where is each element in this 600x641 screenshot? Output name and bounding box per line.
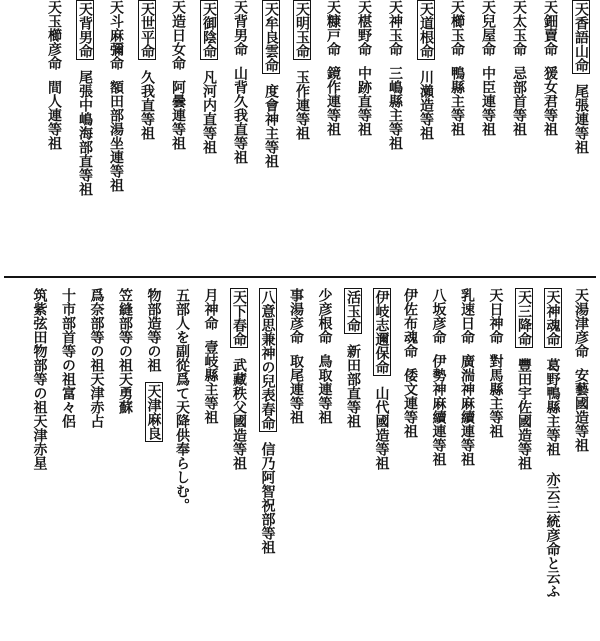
lineage-text: 額田部湯坐連等祖 xyxy=(108,80,124,192)
lineage-text: 猨女君等祖 xyxy=(542,66,558,136)
text-column xyxy=(283,288,309,424)
lineage-text: 鳥取連等祖 xyxy=(316,354,333,424)
lineage-text: 尾張連等祖 xyxy=(573,84,589,154)
deity-name: 爲奈部等の祖天津赤占 xyxy=(88,288,105,428)
lineage-text: 對馬縣主等祖 xyxy=(487,354,504,438)
lineage-text: 天津麻良 xyxy=(145,384,162,440)
lineage-text: 壹岐縣主等祖 xyxy=(202,340,219,424)
section-divider xyxy=(4,276,596,278)
text-column xyxy=(165,0,191,150)
lineage-text: 三嶋縣主等祖 xyxy=(387,66,403,150)
text-column xyxy=(483,288,509,438)
lineage-text: 山代國造等祖 xyxy=(373,386,390,470)
deity-name: 天下春命 xyxy=(231,290,247,346)
text-column xyxy=(196,0,222,154)
deity-name: 天背男命 xyxy=(232,0,248,56)
deity-name: 少彦根命 xyxy=(316,288,333,344)
text-column xyxy=(382,0,408,150)
deity-name: 天世平命 xyxy=(139,2,155,58)
text-column xyxy=(397,288,423,438)
bottom-section xyxy=(0,288,600,641)
text-column xyxy=(227,0,253,164)
text-column xyxy=(444,0,470,136)
lineage-text: 伊勢神麻續連等祖 xyxy=(430,354,447,466)
deity-name: 活玉命 xyxy=(345,290,361,332)
deity-name: 天神魂命 xyxy=(544,290,561,346)
lineage-text: 凡河内直等祖 xyxy=(201,70,217,154)
text-column xyxy=(41,0,67,150)
deity-name: 五部人を副從爲て天降供奉らしむ。 xyxy=(174,288,190,512)
text-column xyxy=(511,288,537,470)
deity-name: 十市部首等の祖富々侶 xyxy=(60,288,76,428)
deity-name: 天玉櫛彦命 xyxy=(46,0,62,70)
text-column xyxy=(568,288,594,452)
lineage-text: 山背久我直等祖 xyxy=(232,66,248,164)
lineage-text: 川瀨造等祖 xyxy=(418,70,434,140)
lineage-text: 取尾連等祖 xyxy=(288,354,304,424)
deity-name: 月神命 xyxy=(202,288,219,330)
lineage-text: 間人連等祖 xyxy=(46,80,62,150)
deity-name: 天造日女命 xyxy=(170,0,186,70)
text-column xyxy=(198,288,224,424)
lineage-text: 阿曇連等祖 xyxy=(170,80,186,150)
text-column xyxy=(226,288,252,470)
lineage-text: 安藝國造等祖 xyxy=(573,368,589,452)
text-column xyxy=(426,288,452,466)
deity-name: 天櫛玉命 xyxy=(449,0,465,56)
lineage-text: 忌部首等祖 xyxy=(511,66,527,136)
text-column xyxy=(27,288,53,470)
lineage-text: 度會神主等祖 xyxy=(263,84,279,168)
deity-name: 物部造等の祖 xyxy=(145,288,162,372)
text-column xyxy=(141,288,167,442)
deity-name: 伊佐布魂命 xyxy=(402,288,418,358)
deity-name: 伊岐志邇保命 xyxy=(373,290,390,374)
text-column xyxy=(475,0,501,136)
lineage-text: 武藏秩父國造等祖 xyxy=(231,358,247,470)
lineage-text: 中跡直等祖 xyxy=(356,66,372,136)
deity-name: 天牟良雲命 xyxy=(263,2,279,72)
deity-name: 天三降命 xyxy=(516,290,532,346)
deity-name: 筑紫弦田物部等の祖天津赤星 xyxy=(31,288,48,470)
text-column xyxy=(320,0,346,136)
lineage-text: 中臣連等祖 xyxy=(480,66,496,136)
deity-name: 乳速日命 xyxy=(459,288,475,344)
deity-name: 笠縫部等の祖天勇蘇 xyxy=(117,288,133,414)
deity-name: 八坂彦命 xyxy=(430,288,447,344)
text-column xyxy=(258,0,284,168)
text-column xyxy=(134,0,160,140)
deity-name: 天神玉命 xyxy=(387,0,403,56)
text-column xyxy=(289,0,315,140)
lineage-text: 新田部直等祖 xyxy=(345,344,361,428)
deity-name: 天道根命 xyxy=(418,2,434,58)
deity-name: 天鈿賣命 xyxy=(542,0,558,56)
text-column xyxy=(103,0,129,192)
text-column xyxy=(506,0,532,136)
deity-name: 天糠戸命 xyxy=(325,0,341,56)
lineage-text: 倭文連等祖 xyxy=(402,368,418,438)
text-column xyxy=(55,288,81,428)
text-column xyxy=(84,288,110,428)
text-column xyxy=(351,0,377,136)
deity-name: 天香語山命 xyxy=(573,2,589,72)
lineage-text: 鴨縣主等祖 xyxy=(449,66,465,136)
lineage-text: 信乃阿智祝部等祖 xyxy=(259,442,276,554)
deity-name: 天兒屋命 xyxy=(480,0,496,56)
text-column xyxy=(413,0,439,140)
lineage-text: 葛野鴨縣主等祖 亦云三統彦命と云ふ xyxy=(544,358,561,598)
text-column xyxy=(454,288,480,466)
deity-name: 天明玉命 xyxy=(294,2,310,58)
deity-name: 天背男命 xyxy=(77,2,93,58)
text-column xyxy=(568,0,594,154)
text-column xyxy=(537,0,563,136)
deity-name: 天斗麻彌命 xyxy=(108,0,124,70)
text-column xyxy=(169,288,195,512)
deity-name: 八意思兼神の兒表春命 xyxy=(259,290,276,430)
lineage-text: 尾張中嶋海部直等祖 xyxy=(77,70,93,196)
lineage-text: 廣湍神麻續連等祖 xyxy=(459,354,475,466)
text-column xyxy=(112,288,138,414)
lineage-text: 鏡作連等祖 xyxy=(325,66,341,136)
deity-name: 天日神命 xyxy=(487,288,504,344)
text-column xyxy=(255,288,281,554)
text-column xyxy=(312,288,338,424)
lineage-text: 玉作連等祖 xyxy=(294,70,310,140)
text-column xyxy=(540,288,566,598)
deity-name: 天太玉命 xyxy=(511,0,527,56)
text-column xyxy=(72,0,98,196)
deity-name: 天湯津彦命 xyxy=(573,288,589,358)
text-column xyxy=(340,288,366,428)
deity-name: 天御陰命 xyxy=(201,2,217,58)
text-column xyxy=(369,288,395,470)
deity-name: 事湯彦命 xyxy=(288,288,304,344)
lineage-text: 豐田宇佐國造等祖 xyxy=(516,358,532,470)
deity-name: 天椹野命 xyxy=(356,0,372,56)
top-section xyxy=(0,0,600,270)
lineage-text: 久我直等祖 xyxy=(139,70,155,140)
